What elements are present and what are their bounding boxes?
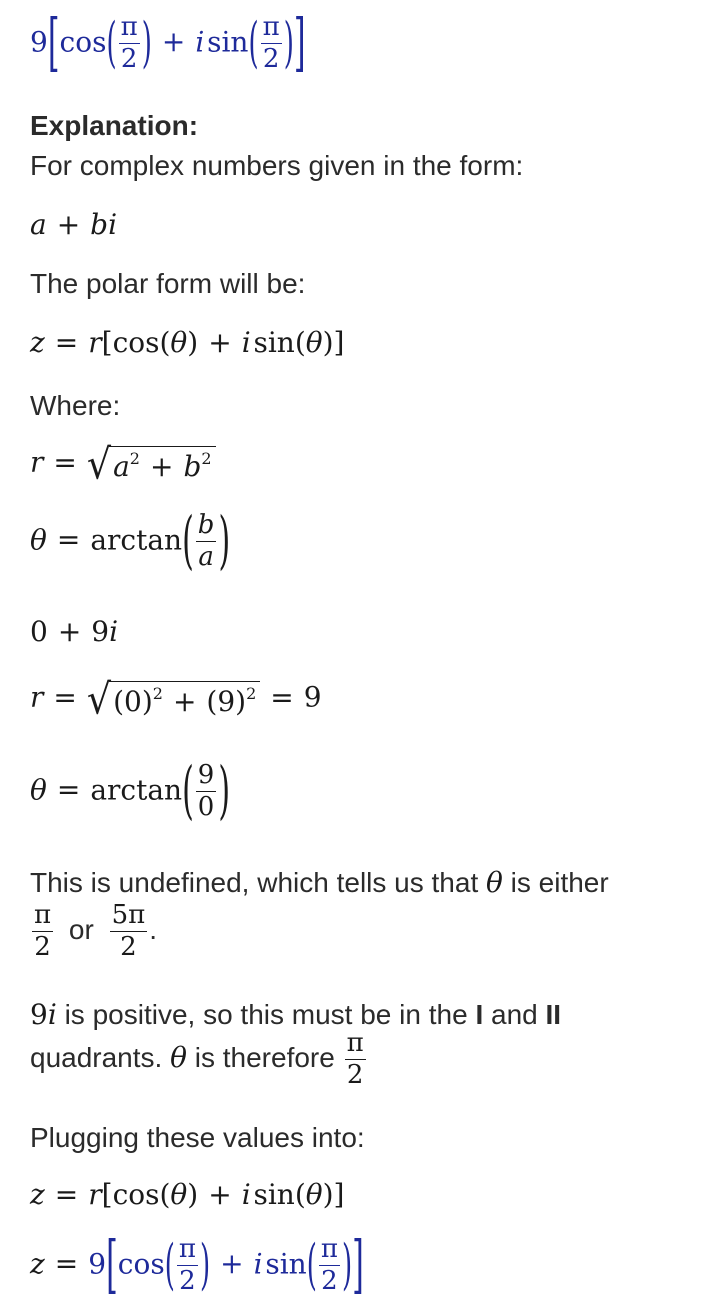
standard-form: a + bi: [30, 208, 118, 241]
therefore-line: quadrants. θ is therefore $\frac{\pi}{2}$: [30, 1028, 364, 1091]
r-formula: r = √ $a^2 + b^2$: [30, 445, 216, 483]
r-calculation: r = √ $(0)^2 + (9)^2$ = 9: [30, 674, 322, 724]
where-label: Where:: [30, 390, 121, 421]
positive-line: 9i is positive, so this must be in the I and II: [30, 998, 562, 1031]
answer-expression: 9[cos( $\frac{\pi}{2}$ ) + i sin( $\frac{\pi}{2}$ )]: [30, 7, 306, 81]
given-number: 0 + 9i: [30, 615, 119, 648]
polar-formula: z = r[cos(θ) + i sin(θ)]: [30, 326, 345, 359]
plugging-text: Plugging these values into:: [30, 1122, 365, 1153]
theta-formula: θ = arctan( $\frac{b}{a}$ ): [30, 505, 231, 579]
angle-options: $\frac{\pi}{2}$ or $\frac{5\pi}{2}$ .: [34, 900, 157, 963]
intro-text: For complex numbers given in the form:: [30, 150, 524, 181]
polar-formula-repeat: z = r[cos(θ) + i sin(θ)]: [30, 1178, 345, 1211]
undefined-line: This is undefined, which tells us that θ is either: [30, 866, 609, 899]
theta-calculation: θ = arctan( $\frac{9}{0}$ ): [30, 755, 231, 829]
explanation-heading: Explanation:: [30, 110, 199, 141]
polar-intro: The polar form will be:: [30, 268, 306, 299]
final-answer: z = 9[cos( $\frac{\pi}{2}$ ) + i sin( $\frac{\pi}{2}$ )]: [30, 1229, 364, 1303]
